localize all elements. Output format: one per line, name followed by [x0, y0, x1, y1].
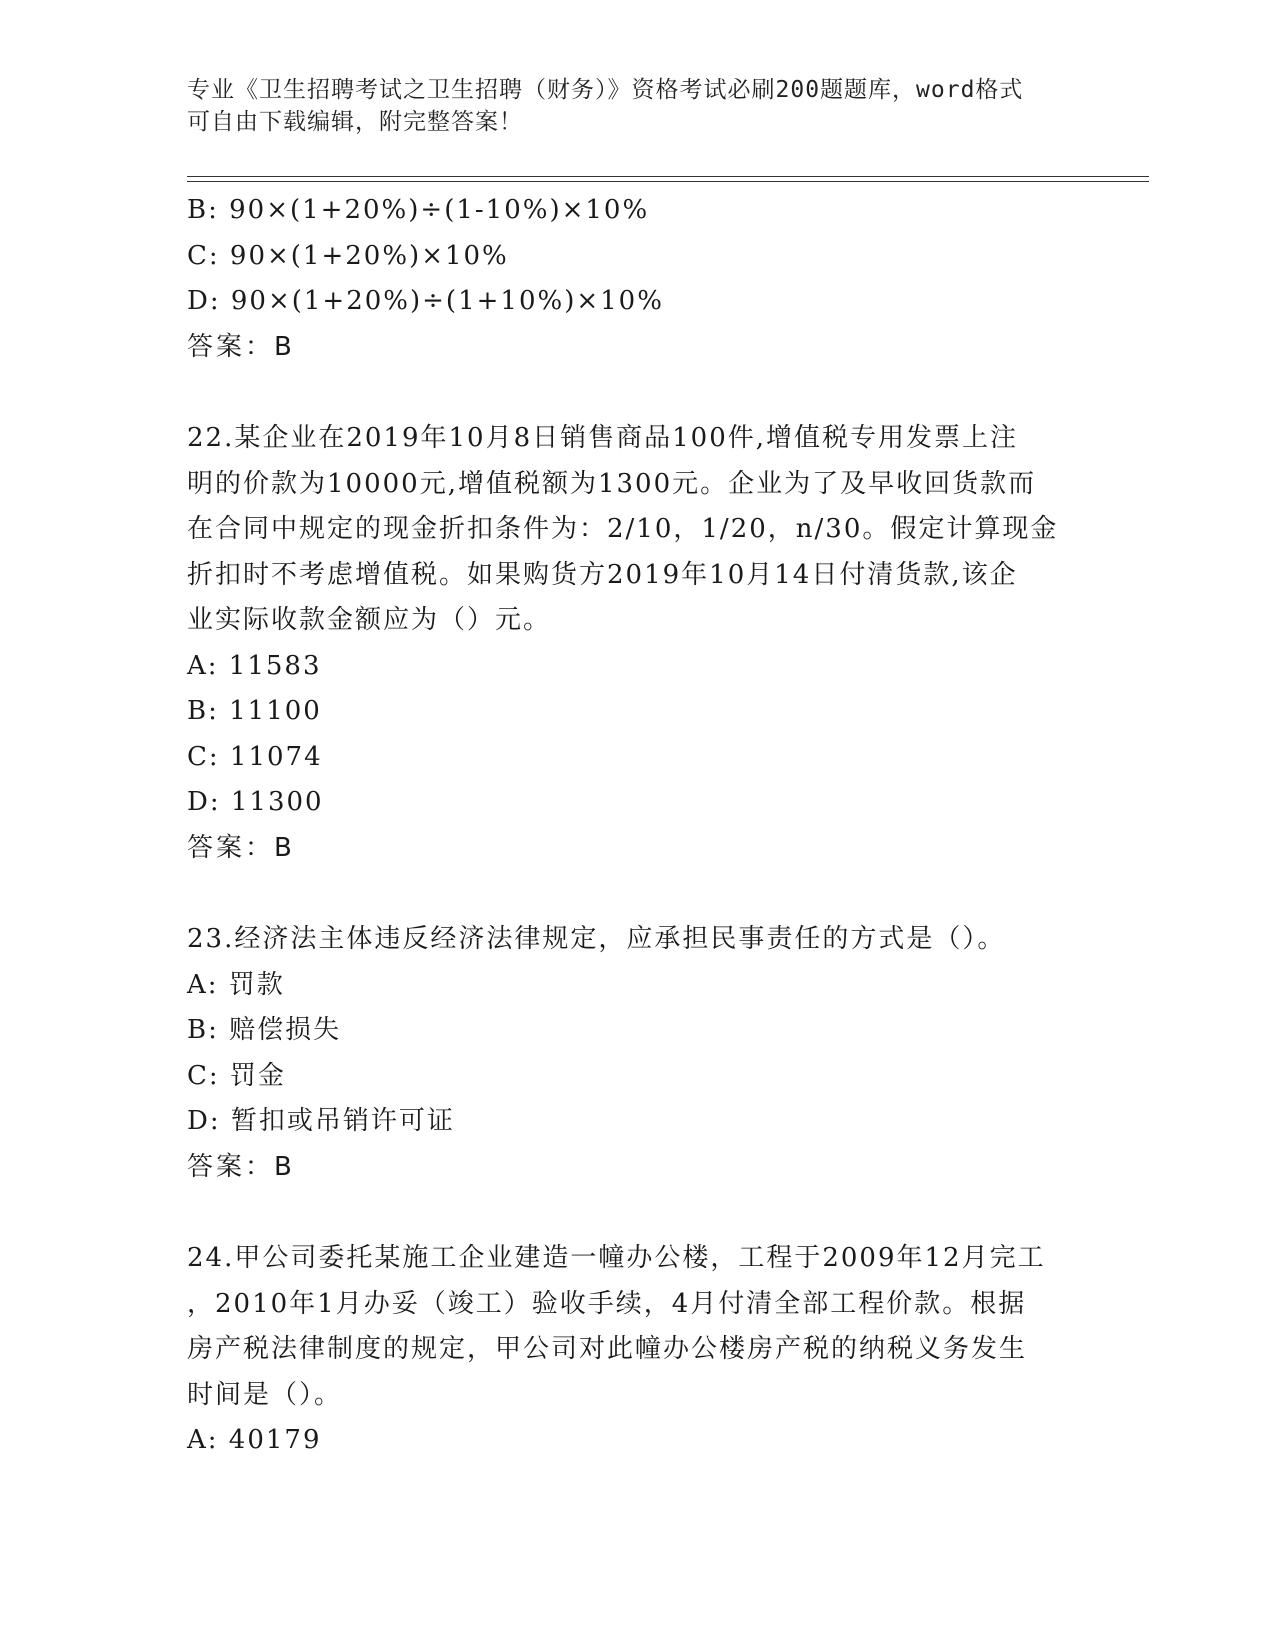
option-d: D: 11300 — [187, 787, 324, 817]
option-b: B: 赔偿损失 — [187, 1015, 342, 1045]
option-b: B: 90×(1+20%)÷(1-10%)×10% — [187, 195, 650, 225]
question-stem-line: 22.某企业在2019年10月8日销售商品100件,增值税专用发票上注 — [187, 423, 1019, 453]
option-c: C: 11074 — [187, 741, 323, 772]
option-c: C: 90×(1+20%)×10% — [187, 240, 509, 271]
header-divider-bottom — [187, 181, 1149, 182]
question-23 — [187, 917, 1067, 1190]
question-24 — [187, 1236, 1067, 1464]
header-title-line-1: 专业《卫生招聘考试之卫生招聘（财务）》资格考试必刷200题题库，word格式 — [187, 77, 1024, 103]
document-header — [187, 74, 1067, 138]
option-b: B: 11100 — [187, 696, 322, 726]
question-21-remainder — [187, 188, 1067, 370]
spacer — [187, 871, 1067, 917]
spacer — [187, 1190, 1067, 1236]
question-22 — [187, 416, 1067, 871]
answer-line: 答案：B — [187, 1151, 295, 1182]
option-a: A: 11583 — [187, 650, 322, 681]
option-a: A: 罚款 — [187, 969, 285, 1000]
question-stem-line: 时间是（）。 — [187, 1379, 343, 1410]
header-divider-top — [187, 176, 1149, 177]
option-a: A: 40179 — [187, 1425, 322, 1455]
question-stem-line: 23.经济法主体违反经济法律规定，应承担民事责任的方式是（）。 — [187, 924, 1006, 954]
question-list — [187, 188, 1067, 1464]
option-d: D: 90×(1+20%)÷(1+10%)×10% — [187, 286, 664, 316]
header-title-line-2: 可自由下载编辑，附完整答案！ — [187, 109, 523, 135]
question-stem-line: 明的价款为10000元,增值税额为1300元。企业为了及早收回货款而 — [187, 468, 1037, 499]
question-stem-line: 折扣时不考虑增值税。如果购货方2019年10月14日付清货款,该企 — [187, 559, 1018, 590]
answer-line: 答案：B — [187, 331, 295, 362]
option-d: D: 暂扣或吊销许可证 — [187, 1106, 455, 1136]
answer-line: 答案：B — [187, 832, 295, 863]
question-stem-line: 24.甲公司委托某施工企业建造一幢办公楼，工程于2009年12月完工 — [187, 1243, 1046, 1273]
spacer — [187, 370, 1067, 416]
question-stem-line: 房产税法律制度的规定，甲公司对此幢办公楼房产税的纳税义务发生 — [187, 1334, 1028, 1364]
question-stem-line: 业实际收款金额应为（）元。 — [187, 605, 552, 635]
question-stem-line: ，2010年1月办妥（竣工）验收手续，4月付清全部工程价款。根据 — [187, 1288, 1027, 1319]
option-c: C: 罚金 — [187, 1060, 286, 1091]
question-stem-line: 在合同中规定的现金折扣条件为：2/10，1/20，n/30。假定计算现金 — [187, 514, 1059, 544]
